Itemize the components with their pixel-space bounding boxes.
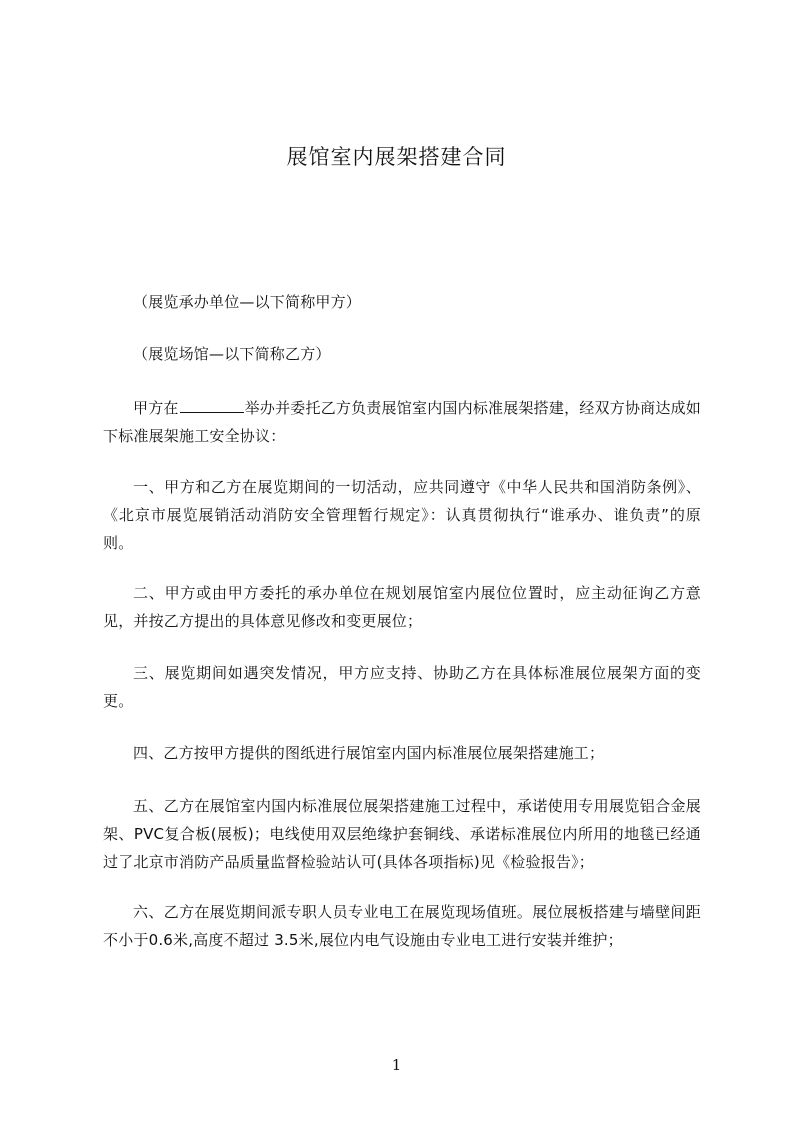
intro-after-blank: 举办并委托乙方负责展馆室内国内标准展架搭建，经双方协商达成如下标准展架施工安全协议： <box>103 399 701 445</box>
page-number: 1 <box>391 1056 402 1074</box>
party-b-line: （展览场馆—以下简称乙方） <box>133 345 331 363</box>
clause-4: 四、乙方按甲方提供的图纸进行展馆室内国内标准展位展架搭建施工； <box>133 744 605 762</box>
clause-2: 二、甲方或由甲方委托的承办单位在规划展馆室内展位位置时，应主动征询乙方意见，并按乙方提出的具体意见修改和变更展位； <box>103 584 701 630</box>
party-a-line: （展览承办单位—以下简称甲方） <box>133 293 362 311</box>
clause-6: 六、乙方在展览期间派专职人员专业电工在展览现场值班。展位展板搭建与墙壁间距不小于0.6米,高度不超过 3.5米,展位内电气设施由专业电工进行安装并维护； <box>103 903 701 949</box>
clause-3: 三、展览期间如遇突发情况，甲方应支持、协助乙方在具体标准展位展架方面的变更。 <box>103 664 701 710</box>
intro-paragraph <box>103 394 701 450</box>
clause-1: 一、甲方和乙方在展览期间的一切活动，应共同遵守《中华人民共和国消防条例》、《北京市展览展销活动消防安全管理暂行规定》：认真贯彻执行“谁承办、谁负责”的原则。 <box>103 478 701 552</box>
intro-before-blank: 甲方在 <box>133 399 179 417</box>
fill-in-blank <box>180 410 244 413</box>
clause-5: 五、乙方在展馆室内国内标准展位展架搭建施工过程中，承诺使用专用展览铝合金展架、PVC复合板(展板)；电线使用双层绝缘护套铜线、承诺标准展位内所用的地毯已经通过了北京市消防产品质量监督检验站认可(具体各项指标)见《检验报告》； <box>103 797 701 871</box>
document-title: 展馆室内展架搭建合同 <box>286 145 507 169</box>
